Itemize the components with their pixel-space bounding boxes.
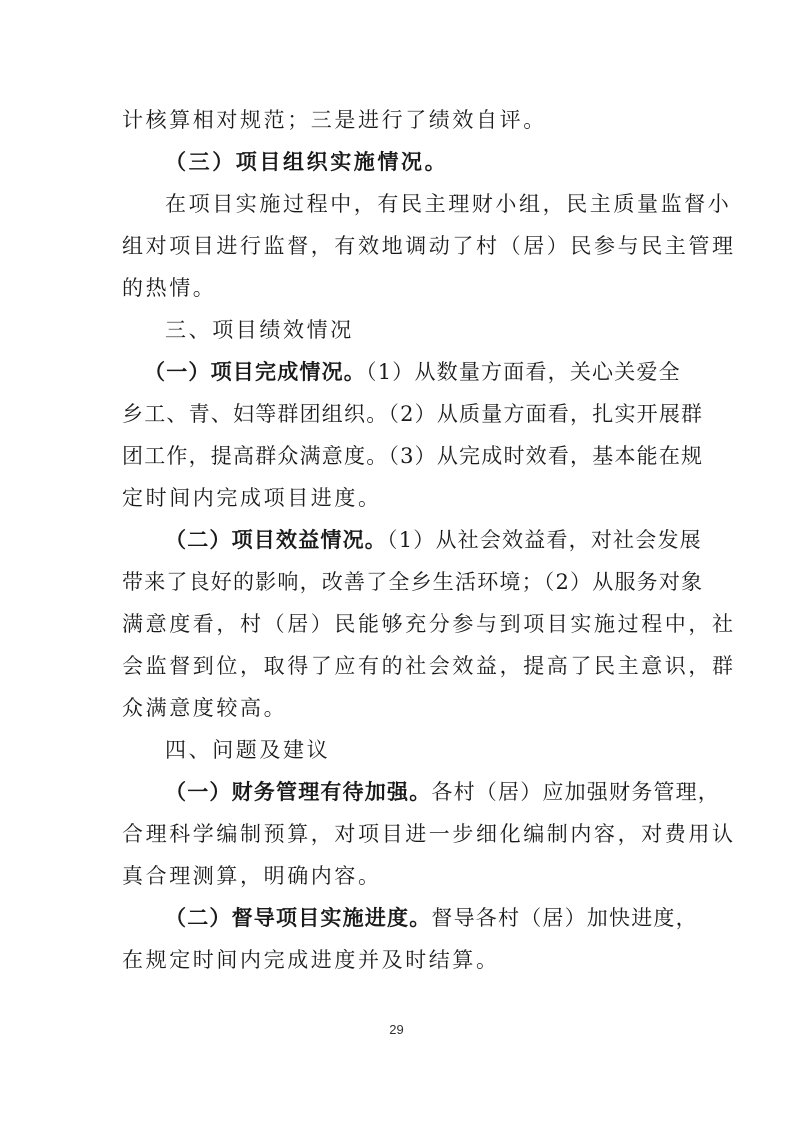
subheading-benefit: （二）项目效益情况。 (165, 528, 387, 552)
paragraph-finance-start (0, 777, 793, 807)
line-text: （1）从社会效益看，对社会发展 (387, 528, 702, 552)
text-line-4 (0, 231, 793, 261)
text-line-15 (0, 693, 793, 723)
line-text: （1）从数量方面看，关心关爱全 (366, 360, 681, 384)
line-text: 计核算相对规范；三是进行了绩效自评。 (122, 108, 547, 132)
text-line-3 (0, 189, 793, 219)
line-text: 乡工、青、妇等群团组织。（2）从质量方面看，扎实开展群 (122, 402, 704, 426)
line-text: 带来了良好的影响，改善了全乡生活环境；（2）从服务对象 (122, 570, 704, 594)
line-text: 合理科学编制预算，对项目进一步细化编制内容，对费用认 (122, 822, 736, 846)
heading-project-organization (0, 147, 793, 177)
paragraph-benefit-start (0, 525, 793, 555)
text-line-5 (0, 273, 793, 303)
heading-text: （三）项目组织实施情况。 (165, 150, 449, 174)
text-line-12 (0, 567, 793, 597)
line-text: 众满意度较高。 (122, 696, 288, 720)
section-heading-text: 四、问题及建议 (165, 738, 331, 762)
line-text: 团工作，提高群众满意度。（3）从完成时效看，基本能在规 (122, 444, 704, 468)
paragraph-completion-start (0, 357, 793, 387)
line-text: 定时间内完成项目进度。 (122, 486, 382, 510)
line-text: 真合理测算，明确内容。 (122, 864, 382, 888)
text-line-10 (0, 483, 793, 513)
subheading-finance: （一）财务管理有待加强。 (165, 780, 432, 804)
text-line-14 (0, 651, 793, 681)
text-line-1 (0, 105, 793, 135)
line-text: 各村（居）应加强财务管理， (431, 780, 721, 804)
line-text: 在规定时间内完成进度并及时结算。 (122, 948, 500, 972)
line-text: 在项目实施过程中，有民主理财小组，民主质量监督小 (165, 192, 732, 216)
text-line-8 (0, 399, 793, 429)
section-heading-text: 三、项目绩效情况 (165, 318, 354, 342)
line-text: 会监督到位，取得了应有的社会效益，提高了民主意识，群 (122, 654, 736, 678)
subheading-supervision: （二）督导项目实施进度。 (165, 906, 432, 930)
text-line-18 (0, 819, 793, 849)
page-number: 29 (389, 1022, 404, 1037)
text-line-13 (0, 609, 793, 639)
subheading-completion: （一）项目完成情况。 (144, 360, 366, 384)
text-line-21 (0, 945, 793, 975)
line-text: 组对项目进行监督，有效地调动了村（居）民参与民主管理 (122, 234, 736, 258)
text-line-9 (0, 441, 793, 471)
line-text: 的热情。 (122, 276, 217, 300)
text-line-19 (0, 861, 793, 891)
section-heading-performance (0, 315, 793, 345)
paragraph-supervision-start (0, 903, 793, 933)
line-text: 满意度看，村（居）民能够充分参与到项目实施过程中，社 (122, 612, 736, 636)
line-text: 督导各村（居）加快进度， (431, 906, 698, 930)
section-heading-issues (0, 735, 793, 765)
